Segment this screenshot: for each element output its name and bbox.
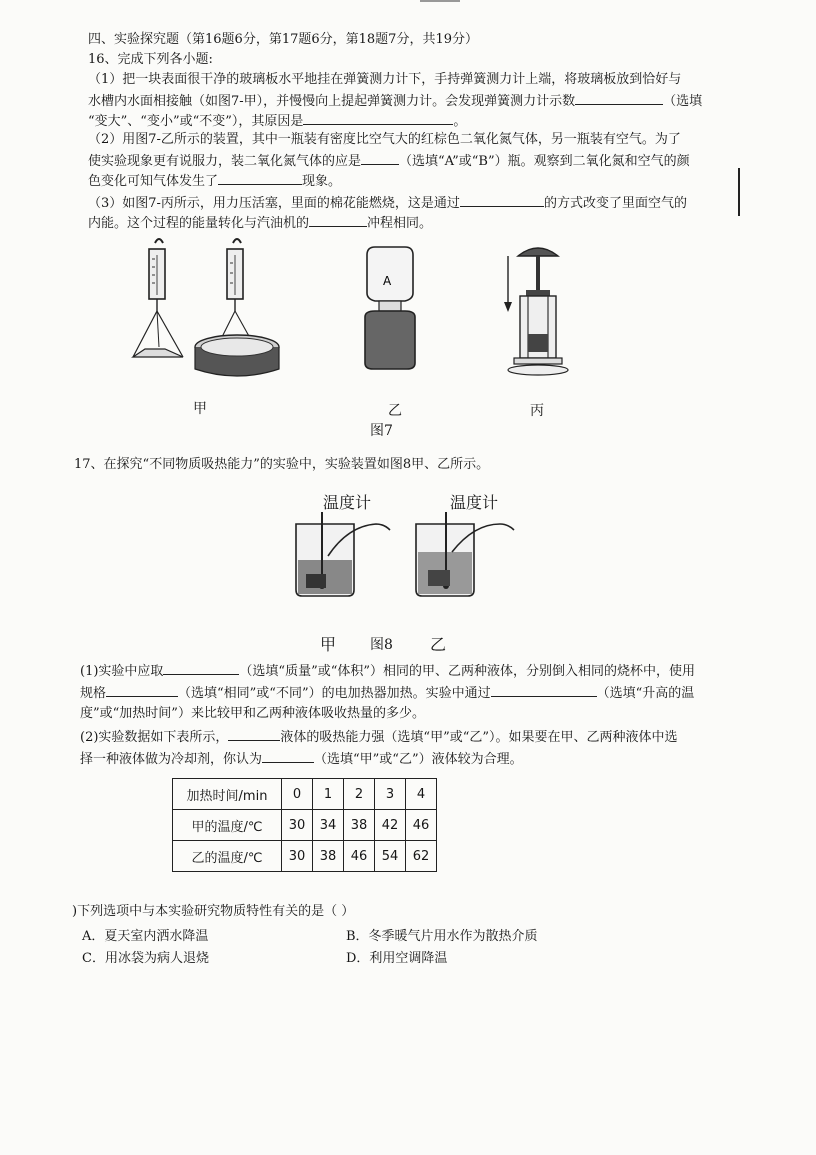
table-row-label: 甲的温度/℃ bbox=[173, 810, 282, 841]
q16-p2-line3: 色变化可知气体发生了 现象。 bbox=[88, 170, 341, 192]
answer-blank[interactable] bbox=[361, 150, 399, 165]
figure7-bing bbox=[498, 238, 578, 380]
option-d[interactable]: D．利用空调降温 bbox=[346, 951, 448, 966]
q16-p1-line3: “变大”、“变小”或“不变”），其原因是 。 bbox=[88, 110, 466, 132]
answer-blank[interactable] bbox=[309, 212, 367, 227]
table-cell: 46 bbox=[406, 810, 437, 841]
q16-p2-line2: 使实验现象更有说服力，装二氧化氮气体的应是 （选填“A”或“B”）瓶。观察到二氧化氮和空气的颜 bbox=[88, 150, 690, 172]
figure7-yi bbox=[355, 245, 425, 375]
option-a[interactable]: A．夏天室内洒水降温 bbox=[82, 929, 209, 944]
q17-p3: )下列选项中与本实验研究物质特性有关的是（ ） bbox=[72, 904, 355, 919]
thermometer-label-right: 温度计 bbox=[450, 493, 499, 512]
answer-blank[interactable] bbox=[491, 682, 597, 697]
figure7-jia bbox=[125, 235, 305, 385]
table-cell: 3 bbox=[375, 779, 406, 810]
table-cell: 38 bbox=[313, 841, 344, 872]
table-cell: 54 bbox=[375, 841, 406, 872]
q16-p1-line1: （1）把一块表面很干净的玻璃板水平地挂在弹簧测力计下，手持弹簧测力计上端，将玻璃板放到恰好与 bbox=[88, 72, 682, 87]
table-cell: 30 bbox=[282, 810, 313, 841]
answer-blank[interactable] bbox=[106, 682, 178, 697]
section-heading: 四、实验探究题（第16题6分，第17题6分，第18题7分，共19分） bbox=[88, 32, 478, 47]
table-cell: 34 bbox=[313, 810, 344, 841]
table-header-cell: 加热时间/min bbox=[173, 779, 282, 810]
thermometer-label-left: 温度计 bbox=[323, 493, 372, 512]
table-cell: 42 bbox=[375, 810, 406, 841]
table-cell: 46 bbox=[344, 841, 375, 872]
q17-p2-line1: (2)实验数据如下表所示， 液体的吸热能力强（选填“甲”或“乙”）。如果要在甲、乙两种液体中选 bbox=[80, 726, 678, 748]
q17-p1-line3: 度”或“加热时间”）来比较甲和乙两种液体吸收热量的多少。 bbox=[80, 706, 425, 721]
figure8-label-yi: 乙 bbox=[430, 635, 447, 654]
answer-blank[interactable] bbox=[218, 170, 302, 185]
q17-intro: 17、在探究“不同物质吸热能力”的实验中，实验装置如图8甲、乙所示。 bbox=[74, 457, 490, 472]
answer-blank[interactable] bbox=[575, 90, 663, 105]
q16-intro: 16、完成下列各小题: bbox=[88, 52, 213, 67]
table-cell: 4 bbox=[406, 779, 437, 810]
figure8-yi bbox=[408, 512, 523, 602]
table-cell: 2 bbox=[344, 779, 375, 810]
option-c[interactable]: C．用冰袋为病人退烧 bbox=[82, 951, 209, 966]
table-cell: 1 bbox=[313, 779, 344, 810]
figure7-label-jia: 甲 bbox=[193, 401, 207, 417]
bottle-label: A bbox=[383, 274, 392, 288]
figure8-label-jia: 甲 bbox=[320, 635, 337, 654]
table-cell: 30 bbox=[282, 841, 313, 872]
table-row bbox=[173, 779, 437, 810]
figure8-jia bbox=[288, 512, 398, 602]
table-cell: 62 bbox=[406, 841, 437, 872]
figure7-caption: 图7 bbox=[370, 423, 393, 439]
q16-p3-line2: 内能。这个过程的能量转化与汽油机的 冲程相同。 bbox=[88, 212, 432, 234]
q17-p2-line2: 择一种液体做为冷却剂，你认为 （选填“甲”或“乙”）液体较为合理。 bbox=[80, 748, 523, 770]
table-row bbox=[173, 810, 437, 841]
scan-mark bbox=[420, 0, 460, 2]
q17-p1-line2: 规格 （选填“相同”或“不同”）的电加热器加热。实验中通过 （选填“升高的温 bbox=[80, 682, 694, 704]
q16-p3-line1: （3）如图7-丙所示，用力压活塞，里面的棉花能燃烧，这是通过 的方式改变了里面空气的 bbox=[88, 192, 687, 214]
temperature-table bbox=[172, 778, 437, 872]
q16-p2-line1: （2）用图7-乙所示的装置，其中一瓶装有密度比空气大的红棕色二氧化氮气体，另一瓶装有空气。为了 bbox=[88, 132, 681, 147]
table-cell: 38 bbox=[344, 810, 375, 841]
table-cell: 0 bbox=[282, 779, 313, 810]
q17-p1-line1: (1)实验中应取 （选填“质量”或“体积”）相同的甲、乙两种液体，分别倒入相同的烧杯中，使用 bbox=[80, 660, 695, 682]
q16-p1-line2: 水槽内水面相接触（如图7-甲），并慢慢向上提起弹簧测力计。会发现弹簧测力计示数 （选填 bbox=[88, 90, 702, 112]
margin-mark bbox=[738, 168, 740, 216]
answer-blank[interactable] bbox=[163, 660, 239, 675]
figure7-label-bing: 丙 bbox=[530, 403, 544, 419]
table-row-label: 乙的温度/℃ bbox=[173, 841, 282, 872]
option-b[interactable]: B．冬季暖气片用水作为散热介质 bbox=[346, 929, 538, 944]
answer-blank[interactable] bbox=[228, 726, 280, 741]
figure7-label-yi: 乙 bbox=[388, 403, 402, 419]
answer-blank[interactable] bbox=[262, 748, 314, 763]
table-row bbox=[173, 841, 437, 872]
answer-blank[interactable] bbox=[460, 192, 544, 207]
answer-blank[interactable] bbox=[303, 110, 453, 125]
figure8-caption: 图8 bbox=[370, 637, 393, 653]
